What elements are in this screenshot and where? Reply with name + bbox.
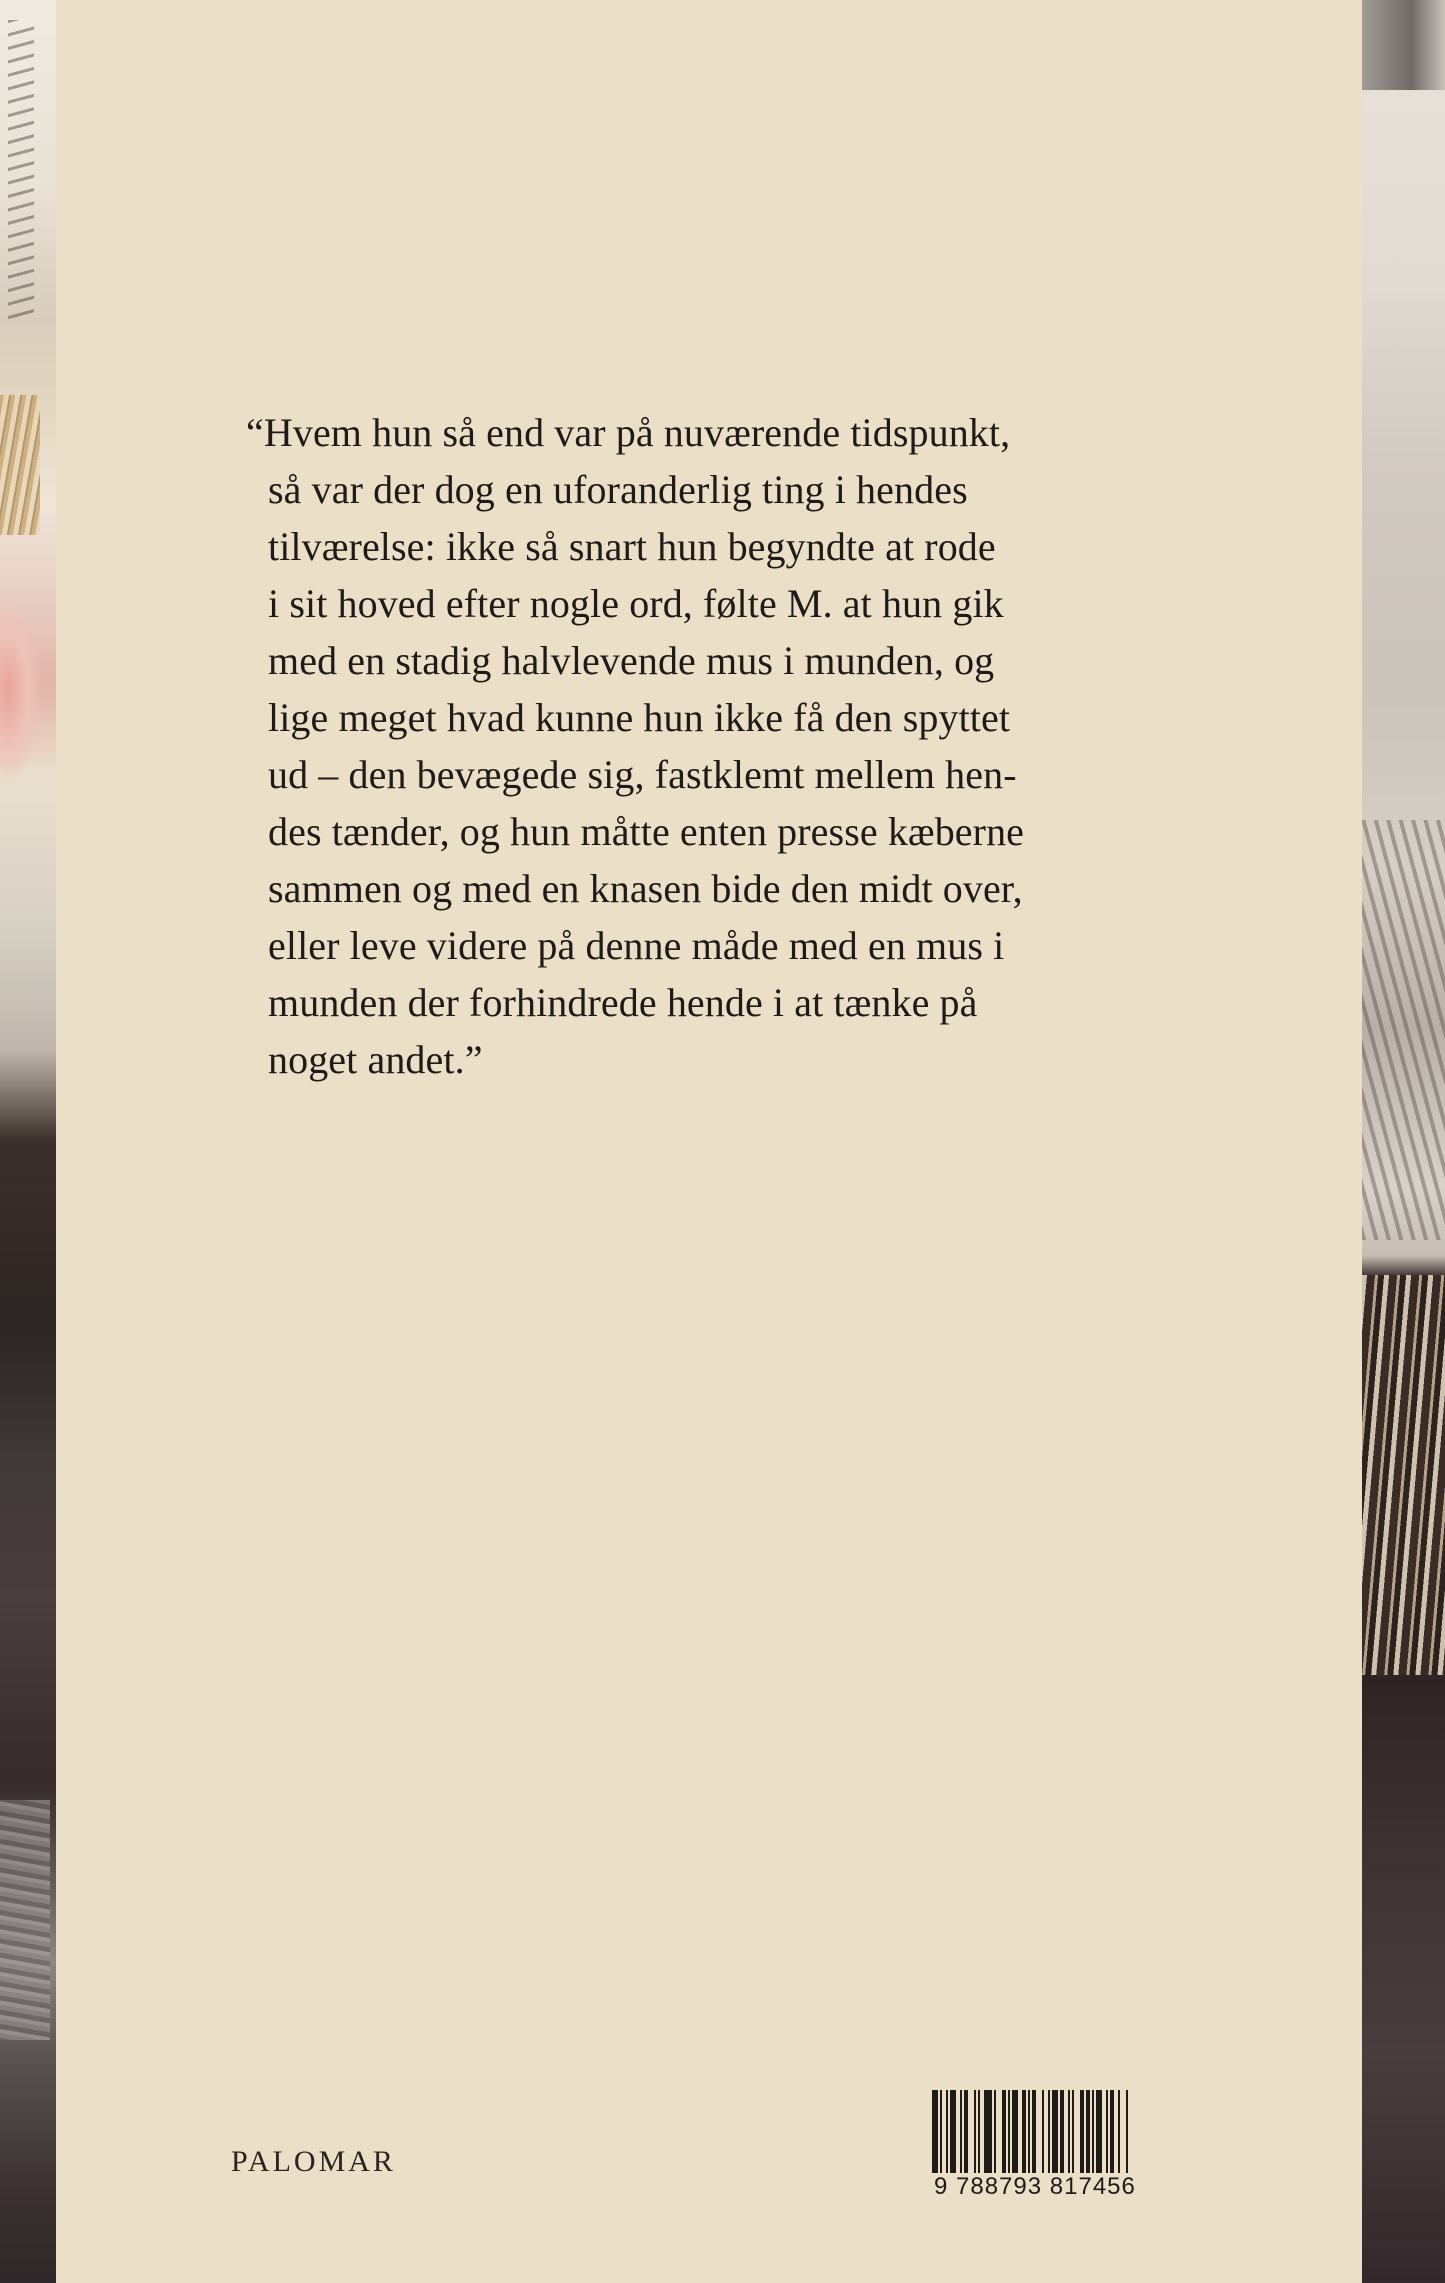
- artwork-hair-detail: [0, 395, 40, 535]
- blurb-line: eller leve videre på denne måde med en mus i: [268, 923, 1005, 968]
- artwork-pink-detail: [0, 600, 40, 780]
- blurb-line: tilværelse: ikke så snart hun begyndte at rode: [268, 524, 996, 569]
- blurb-line: munden der forhindrede hende i at tænke på: [268, 980, 978, 1025]
- artwork-texture: [1362, 820, 1445, 1240]
- blurb-line: i sit hoved efter nogle ord, følte M. at hun gik: [268, 581, 1004, 626]
- blurb-line: lige meget hvad kunne hun ikke få den spyttet: [268, 695, 1011, 740]
- publisher-logo: PALOMAR: [231, 2145, 396, 2178]
- blurb-line: noget andet.”: [268, 1037, 483, 1082]
- blurb-line: “Hvem hun så end var på nuværende tidspunkt,: [246, 410, 1011, 455]
- artwork-grey-detail: [0, 1800, 50, 2040]
- blurb-quote: [246, 404, 1246, 1088]
- blurb-line: så var der dog en uforanderlig ting i hendes: [268, 467, 968, 512]
- blurb-line: ud – den bevægede sig, fastklemt mellem hen-: [268, 752, 1017, 797]
- back-cover-panel: [56, 0, 1362, 2283]
- barcode-bars: [932, 2090, 1232, 2185]
- cover-artwork-right-strip: [1362, 0, 1445, 2283]
- blurb-line: des tænder, og hun måtte enten presse kæberne: [268, 809, 1025, 854]
- cover-artwork-left-strip: [0, 0, 56, 2283]
- isbn-barcode: [932, 2090, 1232, 2200]
- blurb-line: sammen og med en knasen bide den midt over,: [268, 866, 1023, 911]
- artwork-top-detail: [1362, 0, 1445, 90]
- artwork-fringe-detail: [1362, 1275, 1445, 1675]
- blurb-line: med en stadig halvlevende mus i munden, og: [268, 638, 995, 683]
- artwork-texture: [8, 20, 34, 320]
- isbn-digits: 9 788793 817456: [932, 2173, 1234, 2203]
